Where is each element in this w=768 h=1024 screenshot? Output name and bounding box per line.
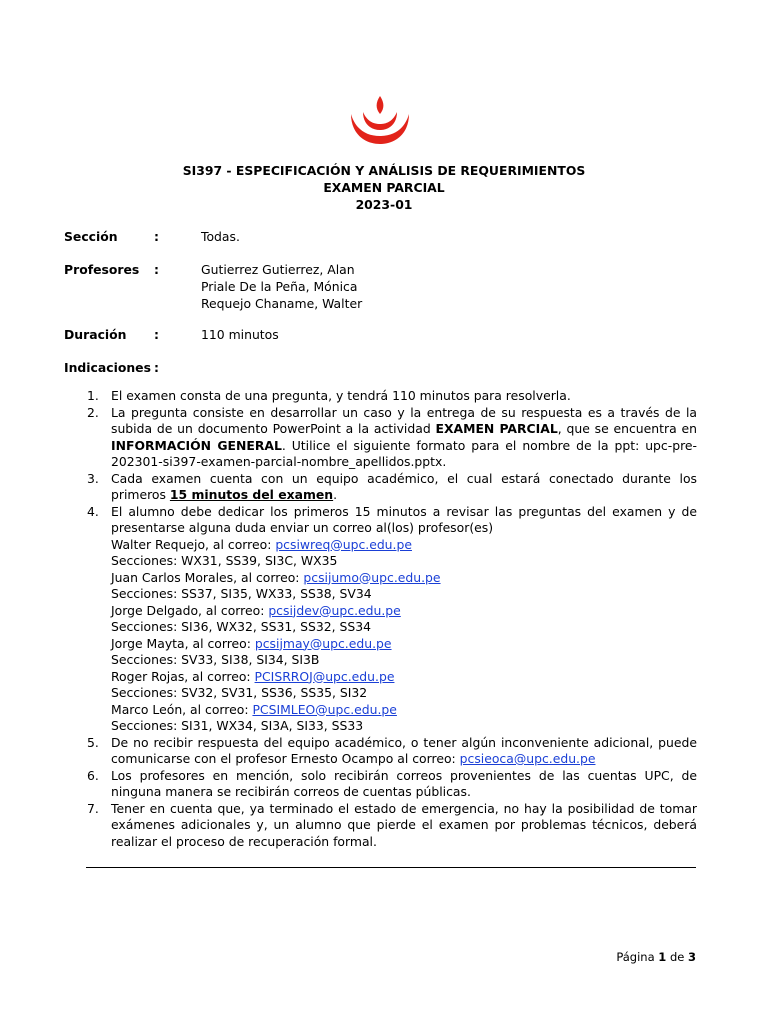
item-text: . Utilice el siguiente formato para el nombre de la ppt: upc-pre-202301-si397-examen-parcial-nombre_apellidos.pptx. (111, 437, 697, 469)
contact-name: Jorge Mayta, al correo: (111, 635, 255, 651)
contact-line (111, 669, 697, 686)
item-number: 6. (87, 767, 99, 783)
item-text-bold: INFORMACIÓN GENERAL (111, 437, 282, 453)
item-number: 4. (87, 503, 99, 519)
contact-line (111, 702, 697, 719)
instructions-list (87, 388, 697, 850)
item-text: Los profesores en mención, solo recibirán correos provenientes de las cuentas UPC, de ninguna manera se recibirán correos de cuentas públicas. (111, 767, 697, 799)
email-link[interactable]: pcsijdev@upc.edu.pe (268, 602, 401, 618)
contact-name: Marco León, al correo: (111, 701, 253, 717)
contact-line (111, 636, 697, 653)
contact-name: Juan Carlos Morales, al correo: (111, 569, 304, 585)
profesor-name: Priale De la Peña, Mónica (201, 279, 358, 294)
seccion-colon: : (154, 229, 159, 244)
item-text: De no recibir respuesta del equipo académico, o tener algún inconveniente adicional, puede comunicarse con el profesor Ernesto Ocampo al correo: (111, 734, 697, 766)
email-link[interactable]: pcsieoca@upc.edu.pe (459, 751, 596, 766)
list-item (87, 504, 697, 735)
item-number: 7. (87, 800, 99, 816)
exam-title: EXAMEN PARCIAL (323, 180, 445, 195)
page-number: 1 (658, 950, 667, 964)
sections-line: Secciones: SI36, WX32, SS31, SS32, SS34 (111, 619, 371, 634)
profesor-name: Requejo Chaname, Walter (201, 296, 363, 311)
item-text: La pregunta consiste en desarrollar un caso y la entrega de su respuesta es a través de la subida de un documento PowerPoint a la actividad (111, 404, 697, 436)
term: 2023-01 (355, 197, 413, 212)
contact-line (111, 603, 697, 620)
item-text: El alumno debe dedicar los primeros 15 minutos a revisar las preguntas del examen y de presentarse alguna duda enviar un correo al(los) profesor(es) (111, 503, 697, 535)
sections-line: Secciones: SI31, WX34, SI3A, SI33, SS33 (111, 718, 364, 733)
item-number: 3. (87, 470, 99, 486)
duracion-value: 110 minutos (201, 327, 279, 342)
email-link[interactable]: pcsijumo@upc.edu.pe (303, 569, 441, 585)
contact-line (111, 537, 697, 554)
indicaciones-colon: : (154, 360, 159, 375)
contact-name: Walter Requejo, al correo: (111, 536, 276, 552)
sections-line: Secciones: SV33, SI38, SI34, SI3B (111, 652, 320, 667)
university-logo (345, 94, 415, 146)
list-item (87, 768, 697, 801)
item-number: 1. (87, 388, 99, 403)
email-link[interactable]: pcsiwreq@upc.edu.pe (275, 536, 412, 552)
item-text: . (333, 487, 338, 502)
page-of: de (669, 950, 685, 964)
contact-line (111, 570, 697, 587)
email-link[interactable]: PCISRROJ@upc.edu.pe (254, 668, 395, 684)
item-text-bold: 15 minutos del examen (169, 487, 334, 502)
email-link[interactable]: pcsijmay@upc.edu.pe (254, 635, 392, 651)
duracion-label: Duración (64, 327, 127, 342)
contact-name: Jorge Delgado, al correo: (111, 602, 269, 618)
profesores-colon: : (154, 262, 159, 277)
item-text: El examen consta de una pregunta, y tendrá 110 minutos para resolverla. (111, 388, 571, 403)
list-item (87, 388, 697, 405)
list-item (87, 801, 697, 851)
list-item (87, 735, 697, 768)
list-item (87, 471, 697, 504)
list-item (87, 405, 697, 471)
indicaciones-label: Indicaciones (64, 360, 151, 375)
sections-line: Secciones: SS37, SI35, WX33, SS38, SV34 (111, 586, 372, 601)
profesor-name: Gutierrez Gutierrez, Alan (201, 262, 355, 277)
item-number: 5. (87, 734, 99, 750)
item-text-bold: EXAMEN PARCIAL (435, 421, 558, 436)
duracion-colon: : (154, 327, 159, 342)
seccion-label: Sección (64, 229, 118, 244)
page-label: Página (616, 950, 655, 964)
page-total: 3 (687, 950, 696, 964)
item-text: Cada examen cuenta con un equipo académico, el cual estará conectado durante los primeros (111, 470, 697, 502)
item-text: Tener en cuenta que, ya terminado el estado de emergencia, no hay la posibilidad de tomar exámenes adicionales y, un alumno que pierde el examen por problemas técnicos, deberá realizar el proceso de recuperación formal. (111, 800, 697, 849)
email-link[interactable]: PCSIMLEO@upc.edu.pe (252, 701, 397, 717)
seccion-value: Todas. (201, 229, 240, 244)
contact-name: Roger Rojas, al correo: (111, 668, 255, 684)
item-number: 2. (87, 404, 99, 420)
horizontal-rule (86, 867, 696, 868)
course-title: SI397 - ESPECIFICACIÓN Y ANÁLISIS DE REQUERIMIENTOS (182, 163, 586, 178)
item-text: , que se encuentra en (557, 421, 697, 436)
page-footer (616, 950, 696, 966)
profesores-label: Profesores (64, 262, 140, 277)
profesores-list (201, 262, 362, 313)
document-header (0, 162, 768, 213)
sections-line: Secciones: SV32, SV31, SS36, SS35, SI32 (111, 685, 368, 700)
sections-line: Secciones: WX31, SS39, SI3C, WX35 (111, 553, 338, 568)
